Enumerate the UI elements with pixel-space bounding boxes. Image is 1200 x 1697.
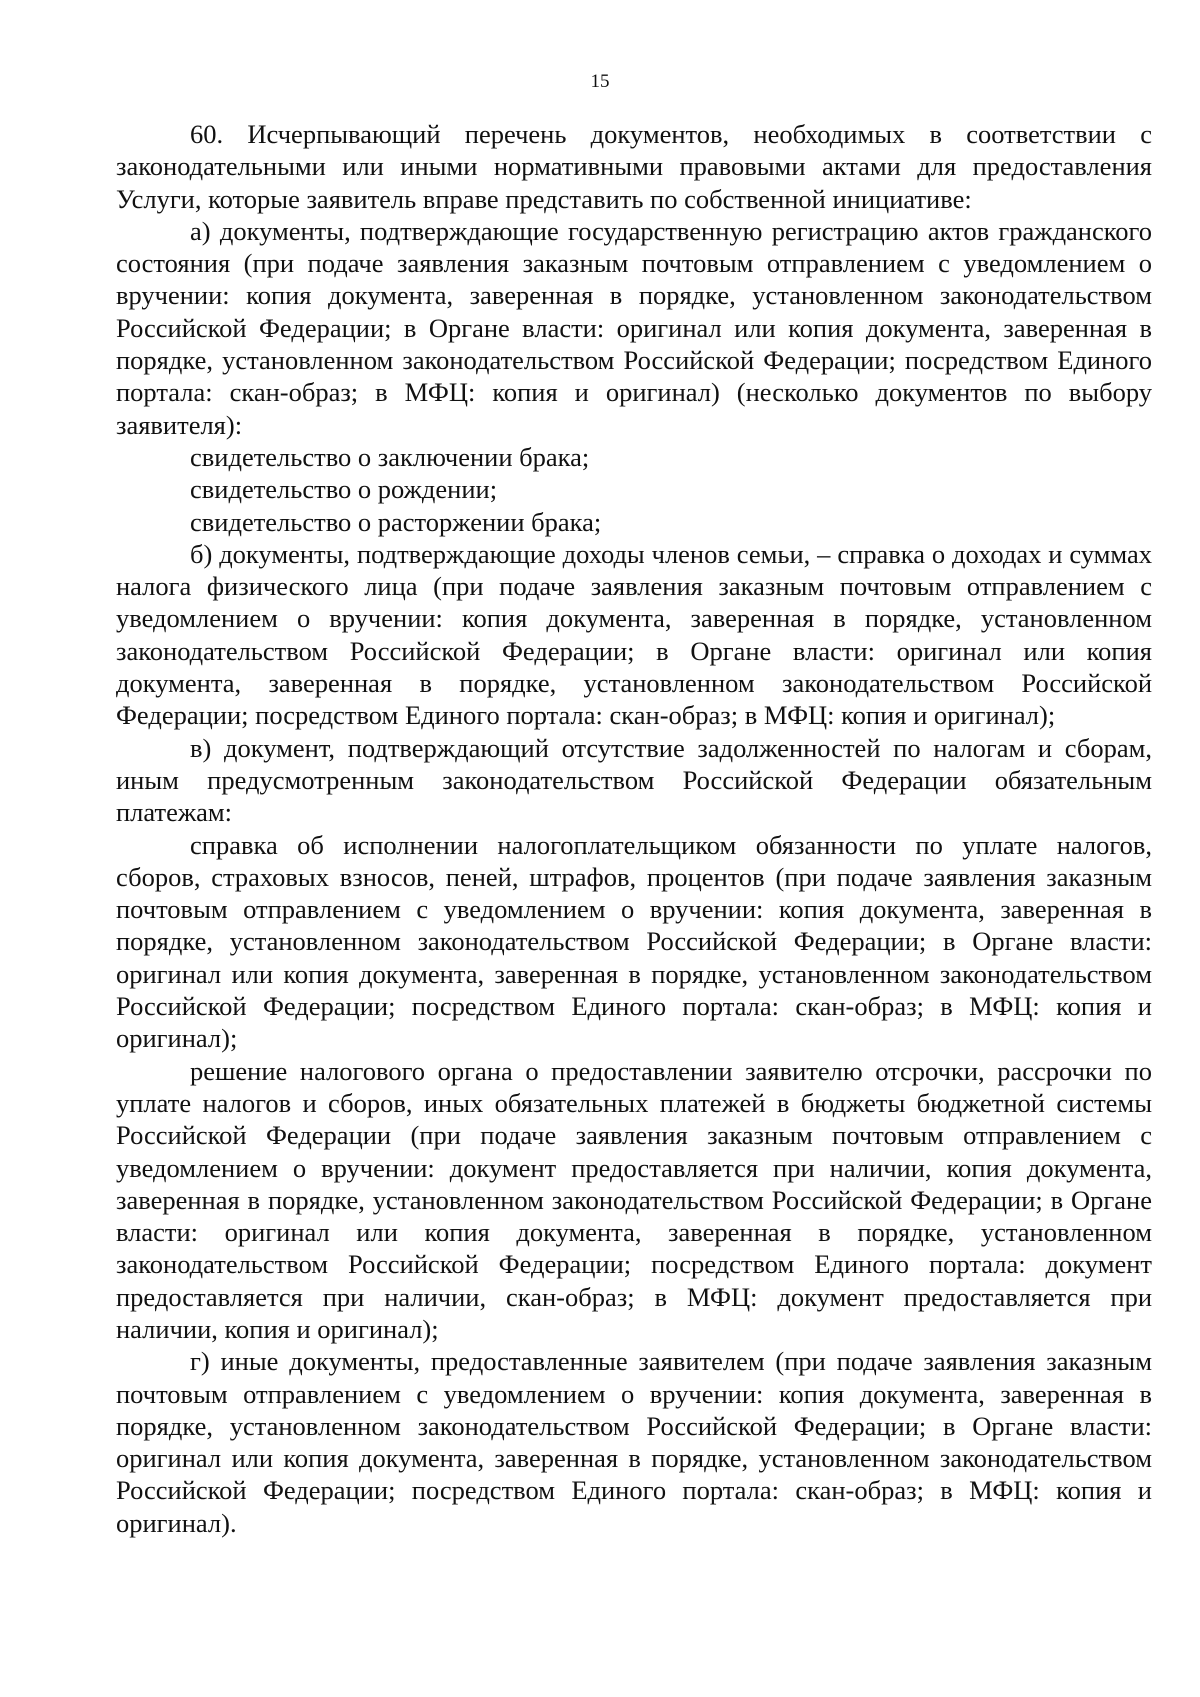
paragraph-item-b: б) документы, подтверждающие доходы членов семьи, – справка о доходах и суммах налога физического лица (при подаче заявления заказным почтовым отправлением с уведомлением о вручении: копия документа, заверенная в порядке, установленном законодательством Российской Федерации; в Органе власти: оригинал или копия документа, заверенная в порядке, установленном законодательством Российской Федерации; посредством Единого портала: скан-образ; в МФЦ: копия и оригинал); [116,538,1152,731]
paragraph-tax-deferral-decision: решение налогового органа о предоставлении заявителю отсрочки, рассрочки по уплате налогов и сборов, иных обязательных платежей в бюджеты бюджетной системы Российской Федерации (при подаче заявления заказным почтовым отправлением с уведомлением о вручении: документ предоставляется при наличии, копия документа, заверенная в порядке, установленном законодательством Российской Федерации; в Органе власти: оригинал или копия документа, заверенная в порядке, установленном законодательством Российской Федерации; посредством Единого портала: документ предоставляется при наличии, скан-образ; в МФЦ: документ предоставляется при наличии, копия и оригинал); [116,1055,1152,1344]
document-body [116,118,1152,1539]
list-item-birth-certificate: свидетельство о рождении; [190,474,498,505]
paragraph-item-a: а) документы, подтверждающие государственную регистрацию актов гражданского состояния (при подаче заявления заказным почтовым отправлением с уведомлением о вручении: копия документа, заверенная в порядке, установленном законодательством Российской Федерации; в Органе власти: оригинал или копия документа, заверенная в порядке, установленном законодательством Российской Федерации; посредством Единого портала: скан-образ; в МФЦ: копия и оригинал) (несколько документов по выбору заявителя): [116,215,1152,440]
page-number: 15 [590,71,610,92]
paragraph-item-g: г) иные документы, предоставленные заявителем (при подаче заявления заказным почтовым отправлением с уведомлением о вручении: копия документа, заверенная в порядке, установленном законодательством Российской Федерации; в Органе власти: оригинал или копия документа, заверенная в порядке, установленном законодательством Российской Федерации; посредством Единого портала: скан-образ; в МФЦ: копия и оригинал). [116,1346,1152,1538]
paragraph-item-v: в) документ, подтверждающий отсутствие задолженностей по налогам и сборам, иным предусмотренным законодательством Российской Федерации обязательным платежам: [116,732,1152,828]
list-item-marriage-certificate: свидетельство о заключении брака; [190,441,590,472]
list-item-divorce-certificate: свидетельство о расторжении брака; [190,506,602,537]
paragraph-60-intro: 60. Исчерпывающий перечень документов, необходимых в соответствии с законодательными или иными нормативными правовыми актами для предоставления Услуги, которые заявитель вправе представить по собственной инициативе: [116,119,1152,214]
paragraph-tax-certificate: справка об исполнении налогоплательщиком обязанности по уплате налогов, сборов, страховых взносов, пеней, штрафов, процентов (при подаче заявления заказным почтовым отправлением с уведомлением о вручении: копия документа, заверенная в порядке, установленном законодательством Российской Федерации; в Органе власти: оригинал или копия документа, заверенная в порядке, установленном законодательством Российской Федерации; посредством Единого портала: скан-образ; в МФЦ: копия и оригинал); [116,829,1152,1054]
